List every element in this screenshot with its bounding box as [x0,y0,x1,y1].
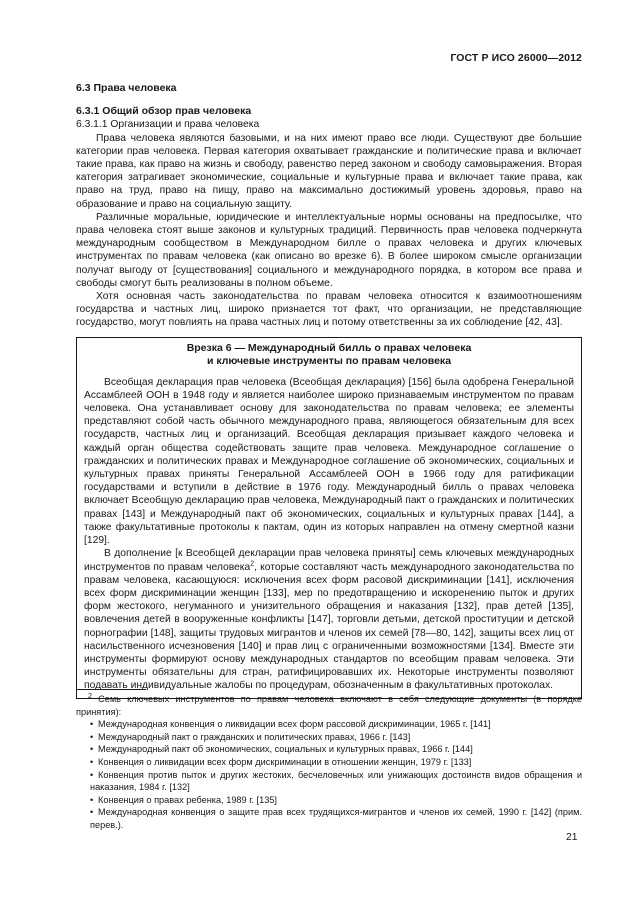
box-text: , которые составляют часть международного законодательства по правам человека, касающуюся: исключения всех форм расовой дискриминации [141], исключения всех форм дискриминации женщин [133], мер по предотвращению и искоренению пыток и других форм жестокого, негуманного и унизительного обращения и наказания [132], прав детей [135], вовлечения детей в вооруженные конфликты [147], торговли детьми, детской проституции и детской порнографии [148], защиты трудовых мигрантов и членов их семей [78—80, 142], защиты всех лиц от насильственного исчезновения [140] и прав лиц с ограниченными возможностями [134]. Вместе эти инструменты формируют основу международных стандартов по всеобщим правам человека. Эти инструменты обязательны для стран, ратифицировавших их. Некоторые инструменты позволяют подавать индивидуальные жалобы по процедурам, обозначенным в факультативных протоколах. [84,561,574,692]
footnote-item-text: Международная конвенция о ликвидации всех форм рассовой дискриминации, 1965 г. [141] [98,719,491,730]
sidebar-box [76,337,582,699]
footnote-item-text: Конвенция о ликвидации всех форм дискриминации в отношении женщин, 1979 г. [133] [98,756,472,767]
box-text: В дополнение [к Всеобщей декларации прав человека приняты] семь ключевых международных инструментов по правам человека [84,548,574,573]
box-title [84,342,574,368]
bullet-icon: • [90,807,94,818]
bullet-icon: • [90,719,94,730]
footnote-item-text: Конвенция против пыток и других жестоких, бесчеловечных или унижающих достоинств видов обращения и наказания, 1984 г. [132] [90,769,582,793]
footnote-text: Семь ключевых инструментов по правам человека включают в себя следующие документы (в порядке принятия): [76,694,582,717]
footnote-marker: 2 [88,692,92,700]
footnote-reference[interactable]: 2 [250,560,255,568]
footnote-item [76,756,582,769]
body-paragraph: Различные моральные, юридические и интеллектуальные нормы основаны на предпосылке, что права человека стоят выше законов и культурных традиций. Первичность прав человека подчеркнута международным сообществом в Международном билле о правах человека и других ключевых инструментах по правам человека (как описано во врезке 6). В более широком смысле организации получат выгоду от [существования] социального и международного порядка, в котором все права и свободы смогут быть реализованы в полном объеме. [76,211,582,289]
bullet-icon: • [90,769,94,780]
bullet-icon: • [90,756,94,767]
bullet-icon: • [90,794,94,805]
footnote-item [76,731,582,744]
subsubsection-title: 6.3.1.1 Организации и права человека [76,119,260,131]
box-paragraph: Всеобщая декларация прав человека (Всеобщая декларация) [156] была одобрена Генеральной Ассамблеей ООН в 1948 году и является наиболее широко признаваемым инструментом по правам человека. Она устанавливает основу для законодательства по правам человека; ее элементы представляют собой часть обычного международного права, являющегося обязательным для всех государств, частных лиц и организаций. Всеобщая декларация призывает каждого человека и каждый орган общества содействовать защите прав человека. Международное соглашение о гражданских и политических правах и Международное соглашение об экономических, социальных и культурных правах приняты Генеральной Ассамблеей ООН в 1966 году для ратификации государствами и вступили в действие в 1976 году. Международный билль о правах человека включает Всеобщую декларацию прав человека, Международный пакт о гражданских и политических правах [143] и Международный пакт об экономических, социальных и культурных правах [144], а также факультативные протоколы к пактам, один из которых направлен на отмену смертной казни [129]. [84,376,574,547]
footnote-item-text: Международный пакт о гражданских и политических правах, 1966 г. [143] [98,731,411,742]
subsection-title: 6.3.1 Общий обзор прав человека [76,105,252,118]
footnote-intro [76,693,582,718]
footnote-divider [76,689,146,690]
footnote-item [76,769,582,794]
box-title-line: Врезка 6 — Международный билль о правах человека [186,341,472,354]
page-content [76,82,582,699]
document-header: ГОСТ Р ИСО 26000—2012 [450,52,582,64]
body-paragraph: Права человека являются базовыми, и на них имеют право все люди. Существуют две большие категории прав человека. Первая категория охватывает гражданские и политические права и включает такие права, как право на жизнь и свободу, равенство перед законом и свободу самовыражения. Вторая категория затрагивает экономические, социальные и культурные права и включает такие права, как право на труд, право на пищу, право на максимально достижимый уровень здоровья, право на образование и право на социальную защиту. [76,132,582,210]
footnotes [76,693,582,832]
footnote-item [76,743,582,756]
footnote-item [76,794,582,807]
body-paragraph: Хотя основная часть законодательства по правам человека относится к взаимоотношениям государства и частных лиц, широко признается тот факт, что организации, не представляющие государство, могут повлиять на права частных лиц и потому ответственны за их соблюдение [42, 43]. [76,291,582,329]
section-title: 6.3 Права человека [76,82,177,94]
bullet-icon: • [90,731,94,742]
footnote-item [76,718,582,731]
bullet-icon: • [90,744,94,755]
footnote-item-text: Конвенция о правах ребенка, 1989 г. [135] [98,794,277,805]
page-number: 21 [566,832,578,843]
footnote-item [76,806,582,831]
box-paragraph [84,547,574,692]
box-title-line: и ключевые инструменты по правам человека [206,354,452,367]
footnote-item-text: Международная конвенция о защите прав всех трудящихся-мигрантов и членов их семей, 1990 г. [142] (прим. перев.). [90,807,582,830]
footnote-item-text: Международный пакт об экономических, социальных и культурных правах, 1966 г. [144] [98,744,473,755]
